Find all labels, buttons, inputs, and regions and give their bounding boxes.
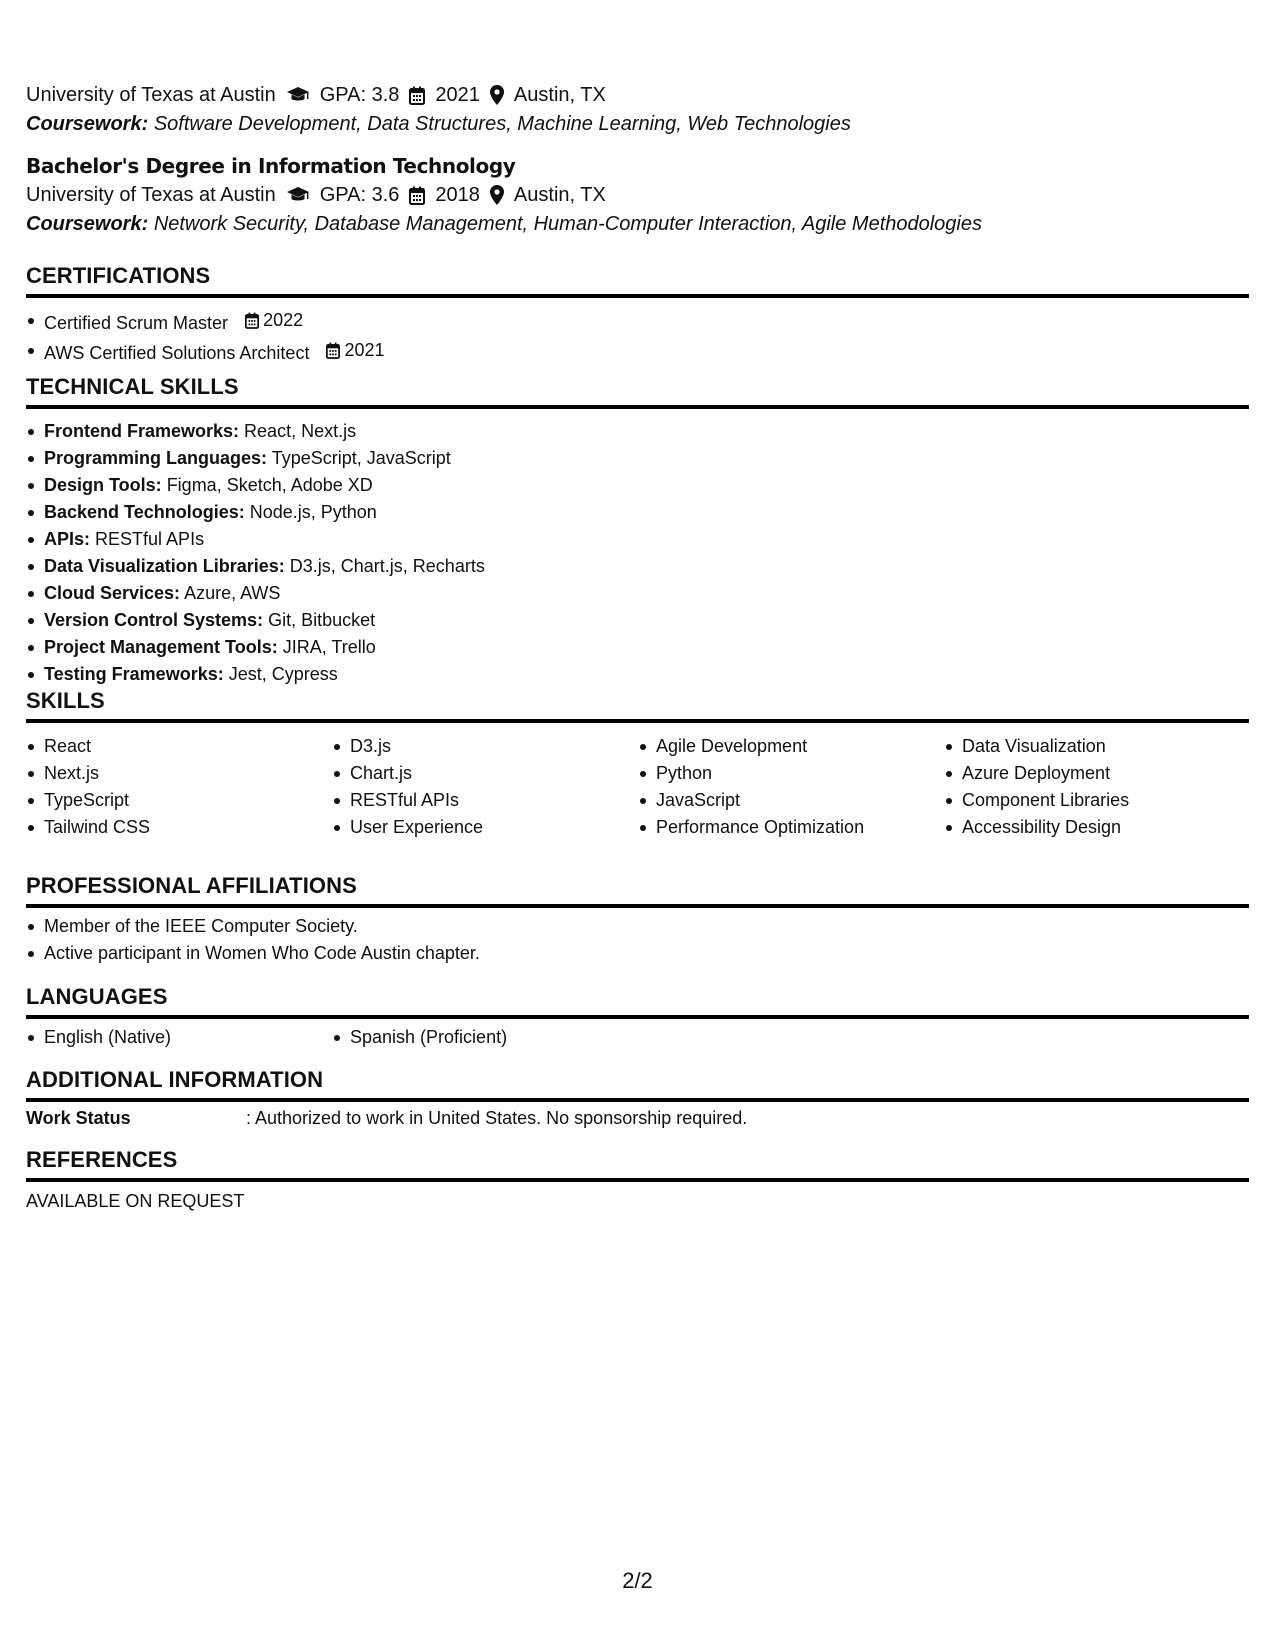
skill-values: Figma, Sketch, Adobe XD bbox=[166, 475, 373, 495]
languages-section-header bbox=[26, 983, 1249, 1011]
section-title: TECHNICAL SKILLS bbox=[26, 374, 239, 399]
technical-skills-section-header bbox=[26, 373, 1249, 401]
coursework-label: Coursework: bbox=[26, 213, 149, 235]
skills-section-header bbox=[26, 687, 1249, 715]
list-item: Active participant in Women Who Code Austin chapter. bbox=[26, 940, 480, 967]
list-item: Azure Deployment bbox=[944, 760, 1244, 787]
skill-values: RESTful APIs bbox=[95, 529, 205, 549]
skills-column-3 bbox=[638, 733, 938, 841]
skill-values: JIRA, Trello bbox=[282, 637, 376, 657]
affiliations-list bbox=[26, 913, 480, 967]
education-1-institution: University of Texas at Austin bbox=[26, 84, 276, 106]
page-number: 2/2 bbox=[622, 1568, 653, 1593]
list-item: Performance Optimization bbox=[638, 814, 938, 841]
list-item bbox=[26, 634, 485, 661]
skill-category: Cloud Services: bbox=[44, 583, 181, 603]
graduation-cap-icon bbox=[286, 86, 310, 104]
education-1-meta bbox=[26, 83, 606, 107]
coursework-text: Network Security, Database Management, Human-Computer Interaction, Agile Methodologies bbox=[153, 213, 982, 235]
references-text: AVAILABLE ON REQUEST bbox=[26, 1191, 245, 1211]
list-item: Accessibility Design bbox=[944, 814, 1244, 841]
education-2-location: Austin, TX bbox=[513, 184, 606, 206]
list-item: Data Visualization bbox=[944, 733, 1244, 760]
skill-values: Azure, AWS bbox=[184, 583, 281, 603]
skills-column-4 bbox=[944, 733, 1244, 841]
additional-info-section-header bbox=[26, 1066, 1249, 1094]
list-item: Agile Development bbox=[638, 733, 938, 760]
education-1-year: 2021 bbox=[435, 84, 480, 106]
list-item: RESTful APIs bbox=[332, 787, 632, 814]
list-item: Python bbox=[638, 760, 938, 787]
certifications-section-header bbox=[26, 262, 1249, 290]
education-1-gpa: GPA: 3.8 bbox=[319, 84, 400, 106]
list-item: Component Libraries bbox=[944, 787, 1244, 814]
section-divider bbox=[26, 1098, 1249, 1102]
work-status-label: Work Status bbox=[26, 1108, 131, 1128]
skill-category: Testing Frameworks: bbox=[44, 664, 224, 684]
skill-category: Version Control Systems: bbox=[44, 610, 264, 630]
languages-column-2 bbox=[332, 1024, 632, 1051]
skill-values: Jest, Cypress bbox=[228, 664, 338, 684]
certification-year: 2022 bbox=[263, 310, 304, 330]
skill-category: Project Management Tools: bbox=[44, 637, 278, 657]
section-divider bbox=[26, 904, 1249, 908]
calendar-icon bbox=[409, 186, 425, 205]
certification-year: 2021 bbox=[344, 340, 385, 360]
certification-name: Certified Scrum Master bbox=[44, 313, 229, 333]
technical-skills-list bbox=[26, 418, 485, 688]
education-2-institution: University of Texas at Austin bbox=[26, 184, 276, 206]
list-item bbox=[26, 607, 485, 634]
skill-values: D3.js, Chart.js, Recharts bbox=[289, 556, 485, 576]
list-item bbox=[26, 499, 485, 526]
coursework-text: Software Development, Data Structures, Machine Learning, Web Technologies bbox=[153, 113, 851, 135]
section-title: ADDITIONAL INFORMATION bbox=[26, 1067, 324, 1092]
education-2-meta bbox=[26, 183, 606, 207]
section-title: CERTIFICATIONS bbox=[26, 263, 211, 288]
location-pin-icon bbox=[490, 85, 504, 105]
list-item: TypeScript bbox=[26, 787, 326, 814]
skill-values: React, Next.js bbox=[244, 421, 357, 441]
list-item bbox=[26, 418, 485, 445]
affiliations-section-header bbox=[26, 872, 1249, 900]
section-title: SKILLS bbox=[26, 688, 105, 713]
section-divider bbox=[26, 294, 1249, 298]
education-2-degree: Bachelor's Degree in Information Technology bbox=[26, 154, 516, 178]
skill-values: Git, Bitbucket bbox=[268, 610, 376, 630]
skill-category: Design Tools: bbox=[44, 475, 162, 495]
skills-column-2 bbox=[332, 733, 632, 841]
education-2-gpa: GPA: 3.6 bbox=[319, 184, 400, 206]
calendar-icon bbox=[326, 342, 340, 359]
list-item: D3.js bbox=[332, 733, 632, 760]
skill-category: Frontend Frameworks: bbox=[44, 421, 240, 441]
languages-column-1 bbox=[26, 1024, 326, 1051]
education-1-coursework bbox=[26, 112, 851, 136]
list-item: Next.js bbox=[26, 760, 326, 787]
skill-values: Node.js, Python bbox=[249, 502, 377, 522]
calendar-icon bbox=[409, 86, 425, 105]
list-item: Chart.js bbox=[332, 760, 632, 787]
section-divider bbox=[26, 1178, 1249, 1182]
list-item bbox=[26, 661, 485, 688]
certification-name: AWS Certified Solutions Architect bbox=[44, 343, 310, 363]
list-item bbox=[26, 526, 485, 553]
location-pin-icon bbox=[490, 185, 504, 205]
list-item: User Experience bbox=[332, 814, 632, 841]
section-divider bbox=[26, 405, 1249, 409]
list-item: JavaScript bbox=[638, 787, 938, 814]
list-item: Tailwind CSS bbox=[26, 814, 326, 841]
list-item: Spanish (Proficient) bbox=[332, 1024, 632, 1051]
education-1-location: Austin, TX bbox=[513, 84, 606, 106]
coursework-label: Coursework: bbox=[26, 113, 149, 135]
list-item bbox=[26, 445, 485, 472]
calendar-icon bbox=[245, 312, 259, 329]
skill-category: APIs: bbox=[44, 529, 91, 549]
section-divider bbox=[26, 719, 1249, 723]
list-item bbox=[26, 553, 485, 580]
list-item bbox=[26, 580, 485, 607]
list-item bbox=[26, 307, 385, 337]
skills-column-1 bbox=[26, 733, 326, 841]
list-item bbox=[26, 337, 385, 367]
list-item: Member of the IEEE Computer Society. bbox=[26, 913, 480, 940]
list-item: React bbox=[26, 733, 326, 760]
section-title: PROFESSIONAL AFFILIATIONS bbox=[26, 873, 357, 898]
section-divider bbox=[26, 1015, 1249, 1019]
education-2-year: 2018 bbox=[435, 184, 480, 206]
certifications-list bbox=[26, 307, 385, 367]
section-title: REFERENCES bbox=[26, 1147, 178, 1172]
skill-values: TypeScript, JavaScript bbox=[271, 448, 451, 468]
list-item bbox=[26, 472, 485, 499]
education-2-coursework bbox=[26, 212, 982, 236]
skill-category: Programming Languages: bbox=[44, 448, 268, 468]
graduation-cap-icon bbox=[286, 186, 310, 204]
skill-category: Backend Technologies: bbox=[44, 502, 245, 522]
references-section-header bbox=[26, 1146, 1249, 1174]
skill-category: Data Visualization Libraries: bbox=[44, 556, 285, 576]
work-status-value: : Authorized to work in United States. No sponsorship required. bbox=[246, 1108, 748, 1128]
section-title: LANGUAGES bbox=[26, 984, 168, 1009]
list-item: English (Native) bbox=[26, 1024, 326, 1051]
